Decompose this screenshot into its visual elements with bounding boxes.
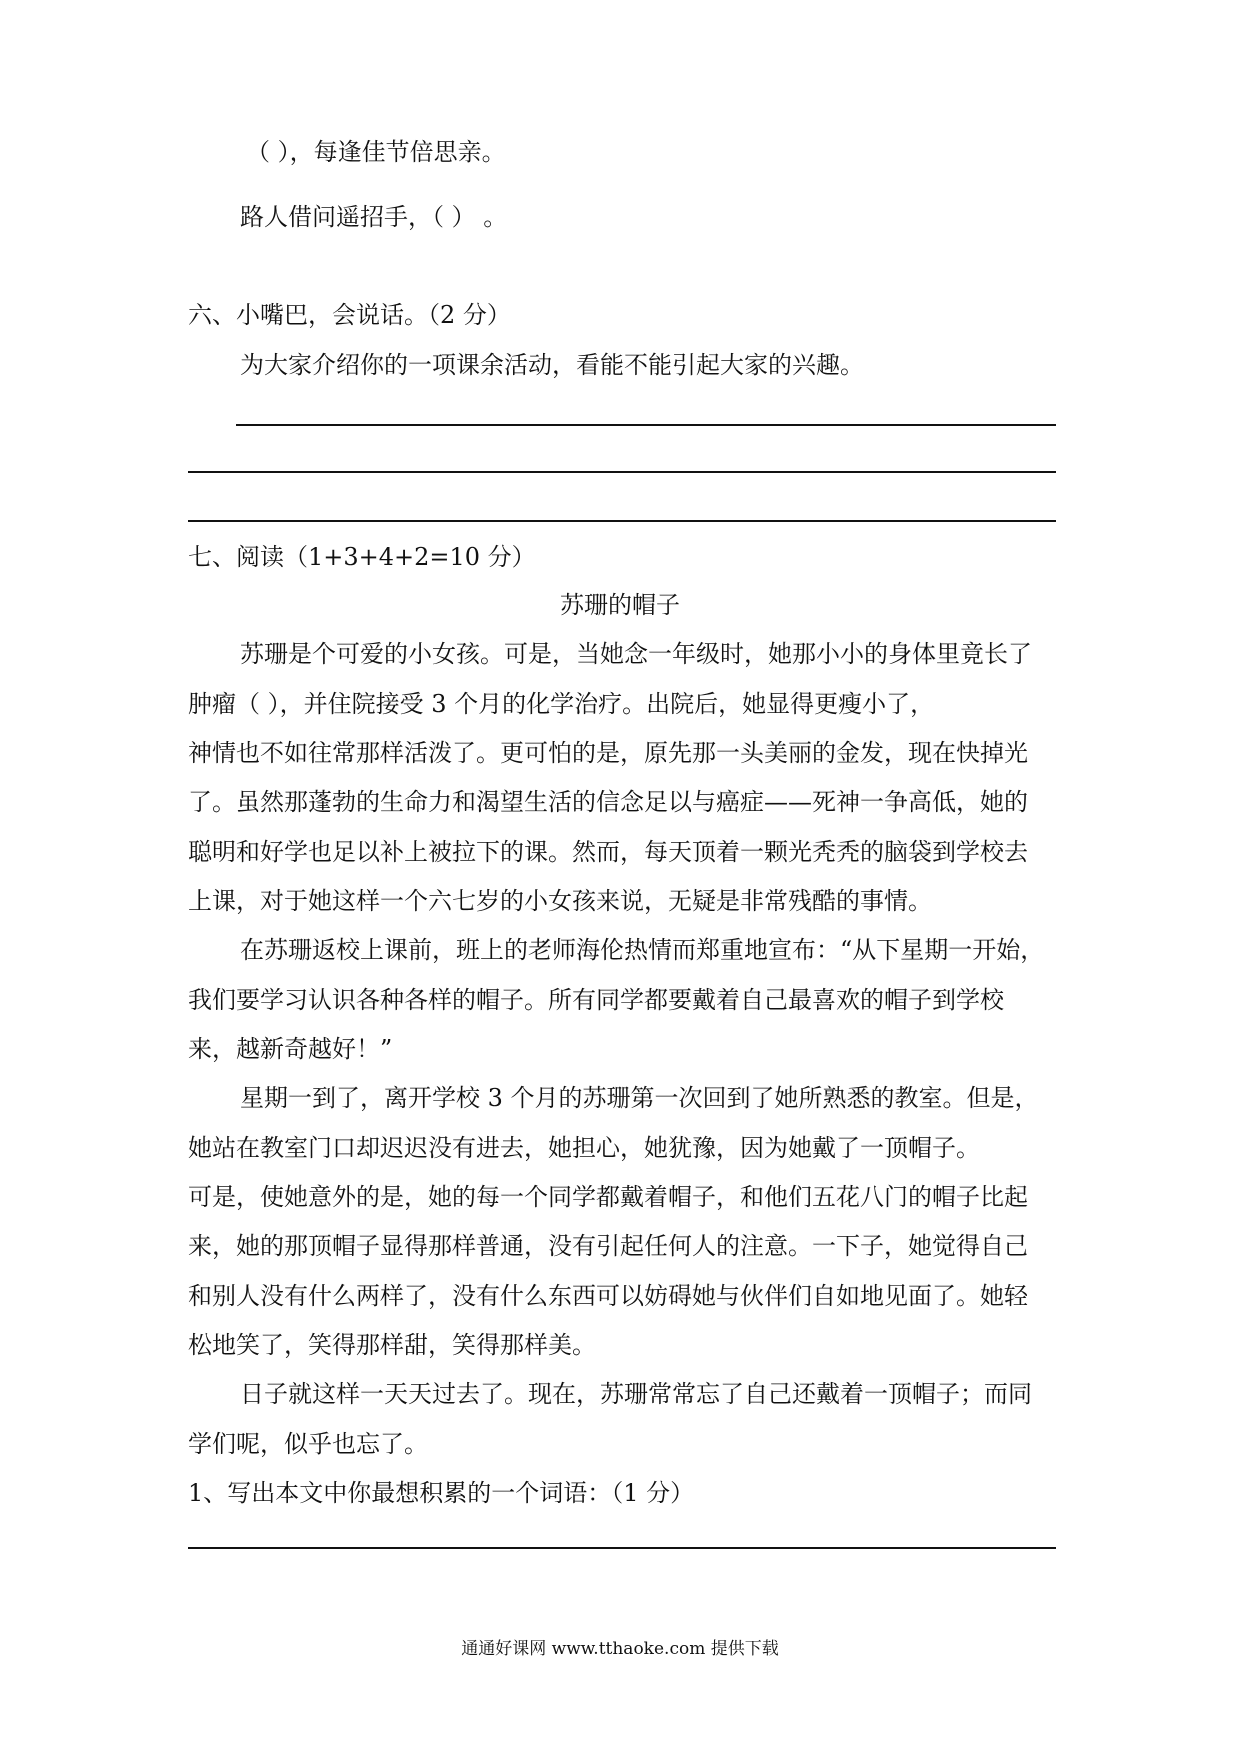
article-line: 在苏珊返校上课前，班上的老师海伦热情而郑重地宣布：“从下星期一开始， [240, 936, 1045, 964]
article-line: 我们要学习认识各种各样的帽子。所有同学都要戴着自己最喜欢的帽子到学校 [188, 986, 1004, 1014]
answer-line-3 [188, 520, 1056, 522]
article-line: 聪明和好学也足以补上被拉下的课。然而，每天顶着一颗光秃秃的脑袋到学校去 [188, 838, 1028, 866]
article-line: 星期一到了，离开学校 3 个月的苏珊第一次回到了她所熟悉的教室。但是， [240, 1084, 1039, 1112]
article-line: 上课，对于她这样一个六七岁的小女孩来说，无疑是非常残酷的事情。 [188, 887, 932, 915]
article-line: 来，她的那顶帽子显得那样普通，没有引起任何人的注意。一下子，她觉得自己 [188, 1232, 1028, 1260]
article-line: 和别人没有什么两样了，没有什么东西可以妨碍她与伙伴们自如地见面了。她轻 [188, 1282, 1028, 1310]
answer-line-1 [236, 424, 1056, 426]
article-line: 苏珊是个可爱的小女孩。可是，当她念一年级时，她那小小的身体里竟长了 [240, 640, 1032, 668]
article-line: 她站在教室门口却迟迟没有进去，她担心，她犹豫，因为她戴了一顶帽子。 [188, 1134, 980, 1162]
poem-line-1: （ ），每逢佳节倍思亲。 [246, 138, 506, 166]
answer-line-2 [188, 471, 1056, 473]
article-line: 了。虽然那蓬勃的生命力和渴望生活的信念足以与癌症——死神一争高低，她的 [188, 788, 1028, 816]
article-line: 日子就这样一天天过去了。现在，苏珊常常忘了自己还戴着一顶帽子；而同 [240, 1380, 1032, 1408]
question-1: 1、写出本文中你最想积累的一个词语：（1 分） [188, 1479, 695, 1507]
section-6-heading: 六、小嘴巴，会说话。（2 分） [188, 301, 511, 329]
section-7-heading: 七、阅读（1+3+4+2=10 分） [188, 543, 536, 571]
question-1-answer-line [188, 1547, 1056, 1549]
page-footer: 通通好课网 www.tthaoke.com 提供下载 [461, 1639, 779, 1659]
article-line: 可是，使她意外的是，她的每一个同学都戴着帽子，和他们五花八门的帽子比起 [188, 1183, 1028, 1211]
poem-line-2: 路人借问遥招手，（ ） 。 [240, 203, 508, 231]
section-6-prompt: 为大家介绍你的一项课余活动，看能不能引起大家的兴趣。 [240, 351, 864, 379]
article-line: 肿瘤（ ），并住院接受 3 个月的化学治疗。出院后，她显得更瘦小了， [188, 690, 935, 718]
article-title: 苏珊的帽子 [560, 591, 680, 619]
article-line: 学们呢，似乎也忘了。 [188, 1430, 428, 1458]
article-line: 松地笑了，笑得那样甜，笑得那样美。 [188, 1331, 596, 1359]
article-line: 来，越新奇越好！” [188, 1035, 393, 1063]
article-line: 神情也不如往常那样活泼了。更可怕的是，原先那一头美丽的金发，现在快掉光 [188, 739, 1028, 767]
